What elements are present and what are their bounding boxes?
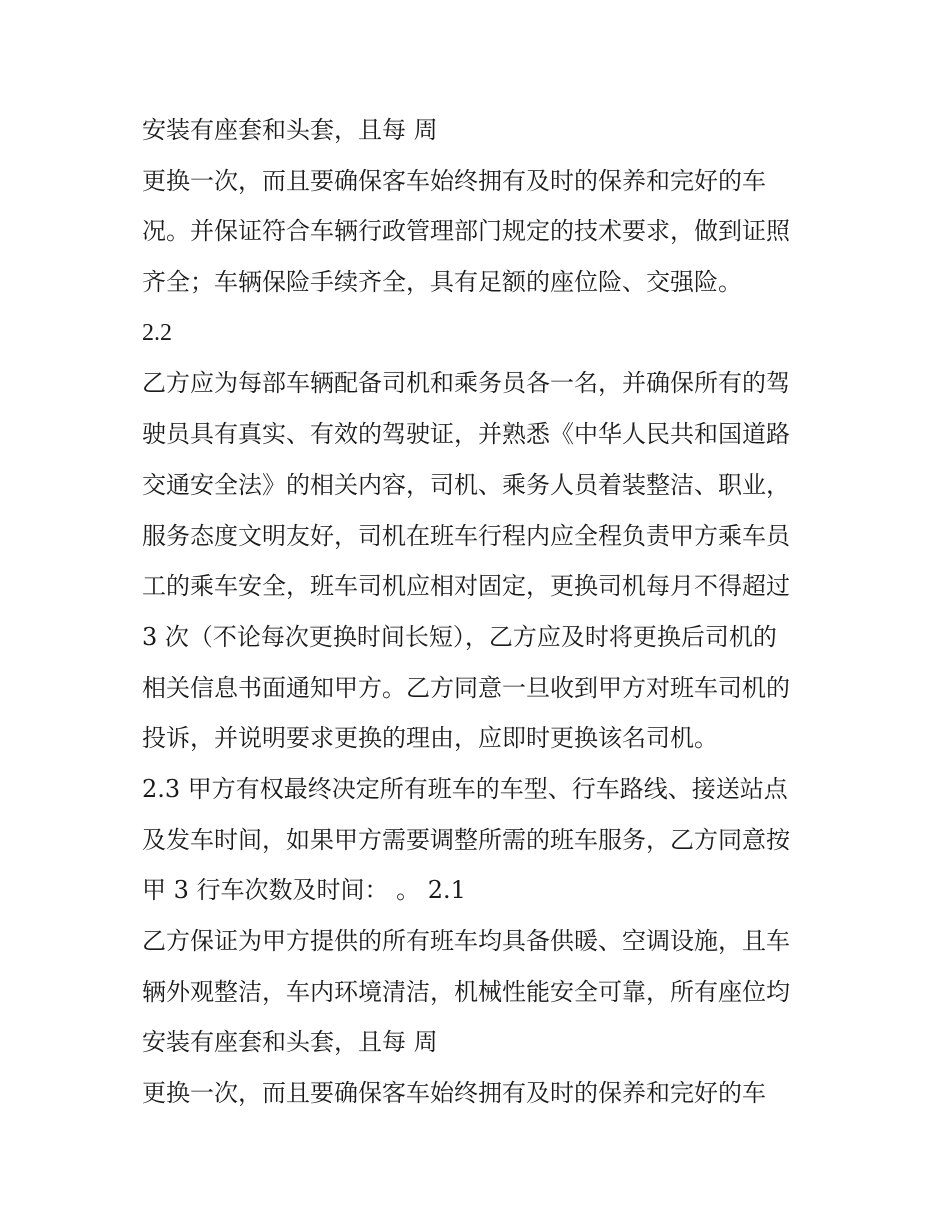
text-line: 及发车时间，如果甲方需要调整所需的班车服务，乙方同意按 [142, 825, 790, 854]
text-line: 辆外观整洁，车内环境清洁，机械性能安全可靠，所有座位均 [142, 977, 790, 1006]
text-line: 2.3 甲方有权最终决定所有班车的车型、行车路线、接送站点 [142, 774, 788, 803]
text-line: 交通安全法》的相关内容，司机、乘务人员着装整洁、职业， [142, 470, 790, 499]
document-body [142, 108, 822, 1122]
text-line: 3 次（不论每次更换时间长短），乙方应及时将更换后司机的 [142, 622, 777, 651]
text-line: 投诉，并说明要求更换的理由，应即时更换该名司机。 [142, 724, 718, 753]
section-number: 2.2 [142, 319, 172, 346]
text-line: 服务态度文明友好，司机在班车行程内应全程负责甲方乘车员 [142, 521, 790, 550]
text-line: 齐全；车辆保险手续齐全，具有足额的座位险、交强险。 [142, 268, 742, 297]
text-line: 甲 3 行车次数及时间： 。 2.1 [142, 876, 466, 905]
text-line: 乙方保证为甲方提供的所有班车均具备供暖、空调设施，且车 [142, 927, 790, 955]
text-line: 安装有座套和头套，且每 周 [142, 116, 438, 144]
text-line: 工的乘车安全，班车司机应相对固定，更换司机每月不得超过 [142, 572, 790, 601]
text-line: 驶员具有真实、有效的驾驶证，并熟悉《中华人民共和国道路 [142, 420, 790, 449]
text-line: 况。并保证符合车辆行政管理部门规定的技术要求，做到证照 [142, 217, 790, 246]
text-line: 更换一次，而且要确保客车始终拥有及时的保养和完好的车 [142, 166, 766, 195]
text-line: 安装有座套和头套，且每 周 [142, 1028, 438, 1057]
text-line: 相关信息书面通知甲方。乙方同意一旦收到甲方对班车司机的 [142, 673, 790, 702]
text-line: 乙方应为每部车辆配备司机和乘务员各一名，并确保所有的驾 [142, 369, 790, 398]
text-line: 更换一次，而且要确保客车始终拥有及时的保养和完好的车 [142, 1079, 766, 1108]
